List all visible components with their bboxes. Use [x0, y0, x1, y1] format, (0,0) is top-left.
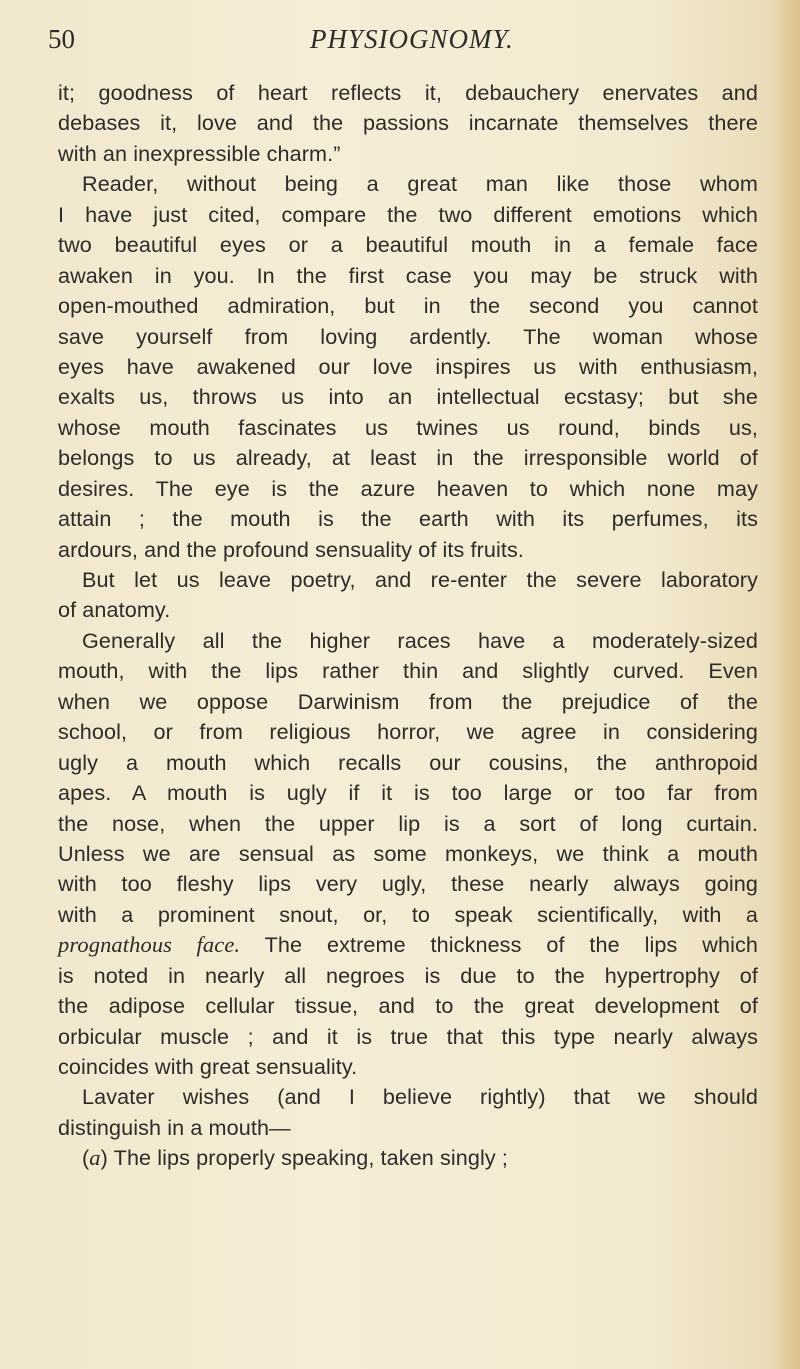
text-line: is noted in nearly all negroes is due to the hypertrophy of	[58, 962, 758, 988]
text-line: Lavater wishes (and I believe rightly) that we should	[82, 1084, 758, 1110]
page-edge-stain	[774, 0, 800, 1369]
text-line: of anatomy.	[58, 597, 171, 623]
text-line: open-mouthed admiration, but in the second you cannot	[58, 293, 758, 319]
list-letter: a	[89, 1145, 101, 1171]
text-line: belongs to us already, at least in the irresponsible world of	[58, 445, 758, 471]
italic-term: prognathous face.	[58, 932, 241, 958]
text-line: school, or from religious horror, we agree in considering	[58, 719, 758, 745]
text-line: desires. The eye is the azure heaven to which none may	[58, 475, 758, 501]
text-line: Unless we are sensual as some monkeys, we think a mouth	[58, 840, 758, 866]
page-number: 50	[48, 24, 75, 54]
text-line: the nose, when the upper lip is a sort of long curtain.	[58, 810, 758, 836]
line-text: ) The lips properly speaking, taken singly ;	[100, 1145, 508, 1171]
body-text	[58, 78, 758, 1174]
text-line: mouth, with the lips rather thin and slightly curved. Even	[58, 658, 758, 684]
text-line	[58, 930, 758, 960]
text-line: ugly a mouth which recalls our cousins, the anthropoid	[58, 749, 758, 775]
text-line: it; goodness of heart reflects it, debauchery enervates and	[58, 80, 758, 105]
text-line: But let us leave poetry, and re-enter the severe laboratory	[82, 567, 758, 592]
text-line: exalts us, throws us into an intellectual ecstasy; but she	[58, 384, 758, 410]
text-line: distinguish in a mouth—	[58, 1114, 291, 1140]
text-line: apes. A mouth is ugly if it is too large or too far from	[58, 780, 758, 806]
text-line: two beautiful eyes or a beautiful mouth in a female face	[58, 232, 758, 258]
text-line: I have just cited, compare the two different emotions which	[58, 201, 758, 227]
text-line: with a prominent snout, or, to speak scientifically, with a	[58, 901, 758, 927]
line-text: The extreme thickness of the lips which	[240, 932, 758, 958]
running-head: PHYSIOGNOMY.	[310, 24, 514, 54]
text-line: Generally all the higher races have a moderately-sized	[82, 627, 758, 653]
text-line: eyes have awakened our love inspires us with enthusiasm,	[58, 353, 758, 379]
text-line: orbicular muscle ; and it is true that this type nearly always	[58, 1023, 758, 1049]
text-line: when we oppose Darwinism from the prejudice of the	[58, 688, 758, 714]
text-line: coincides with great sensuality.	[58, 1054, 358, 1079]
text-line	[58, 1143, 758, 1173]
text-line: attain ; the mouth is the earth with its perfumes, its	[58, 506, 758, 532]
text-line: whose mouth fascinates us twines us round, binds us,	[58, 414, 758, 440]
text-line: Reader, without being a great man like those whom	[82, 171, 758, 197]
text-line: with too fleshy lips very ugly, these nearly always going	[58, 871, 758, 897]
text-line: ardours, and the profound sensuality of its fruits.	[58, 536, 525, 562]
text-line: save yourself from loving ardently. The woman whose	[58, 323, 758, 349]
paren-open: (	[82, 1145, 90, 1171]
text-line: debases it, love and the passions incarnate themselves there	[58, 110, 758, 136]
text-line: with an inexpressible charm.”	[58, 140, 341, 166]
text-line: awaken in you. In the first case you may be struck with	[58, 262, 758, 288]
text-line: the adipose cellular tissue, and to the great development of	[58, 993, 758, 1019]
page-header	[48, 24, 748, 64]
